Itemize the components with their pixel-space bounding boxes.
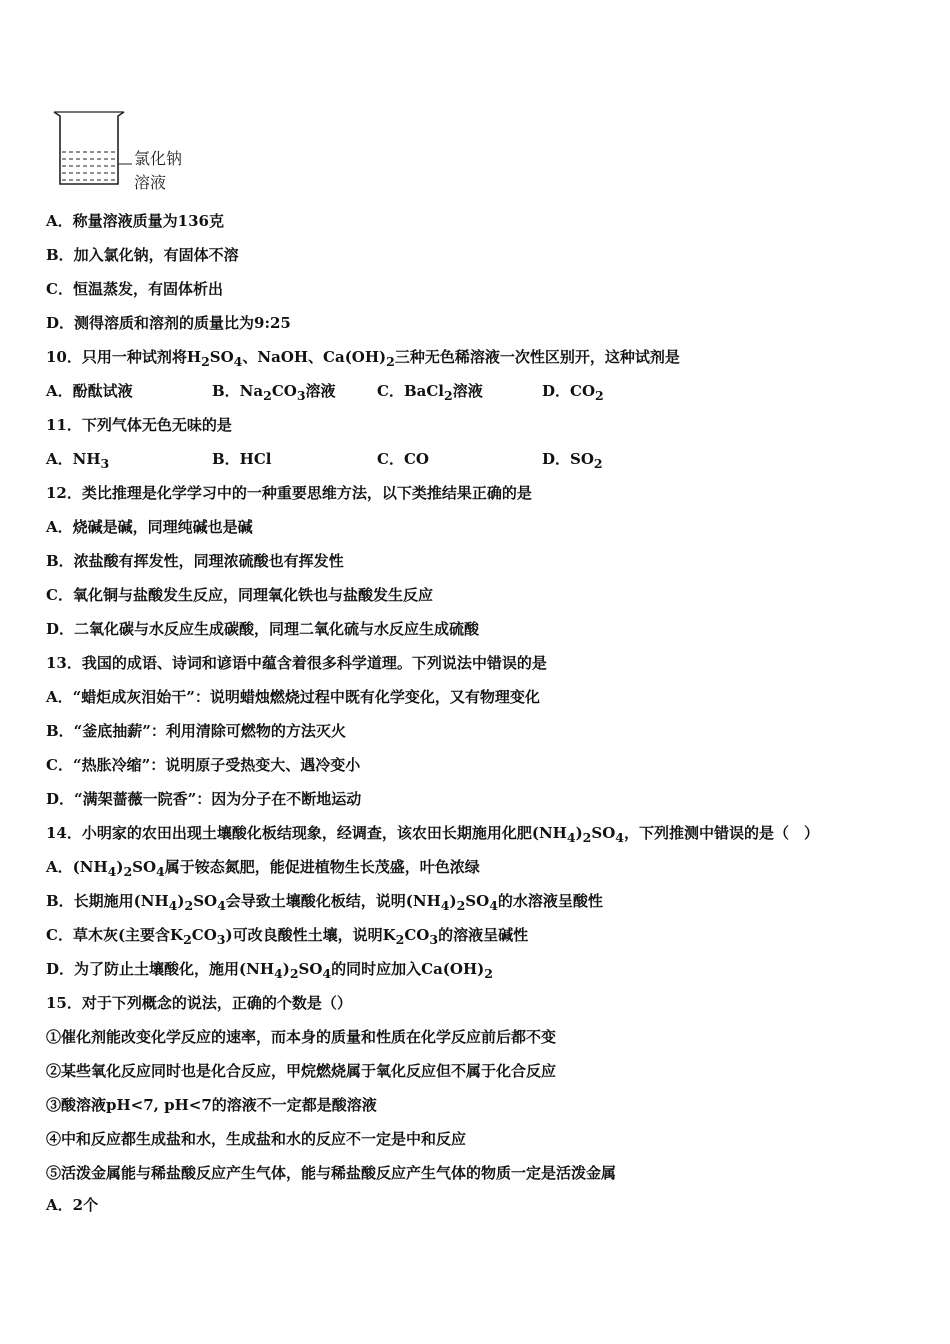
q14-stem: 14．小明家的农田出现土壤酸化板结现象，经调查，该农田长期施用化肥$(NH_4)_2SO_4$，下列推测中错误的是（ ） <box>46 824 819 845</box>
q15-option-a: A．2个 <box>46 1196 99 1214</box>
q11-option-b: B．HCl <box>212 450 272 468</box>
q10-option-b: B．$Na_2CO_3$溶液 <box>212 382 336 403</box>
beaker-label-line2: 溶液 <box>134 173 167 192</box>
q14-option-c: C．草木灰(主要含$K_2CO_3$)可改良酸性土壤，说明$K_2CO_3$的溶液呈碱性 <box>46 926 529 947</box>
q14-option-a: A．$(NH_4)_2SO_4$属于铵态氮肥，能促进植物生长茂盛，叶色浓绿 <box>46 858 480 879</box>
q10-option-c: C．BaCl$_2$溶液 <box>377 382 483 403</box>
q9-option-b: B．加入氯化钠，有固体不溶 <box>46 246 239 264</box>
beaker-label-line1: 氯化钠 <box>134 149 183 168</box>
q11-option-a: A．$NH_3$ <box>46 450 110 471</box>
q11-option-d: D．$SO_2$ <box>542 450 603 471</box>
q11-option-c: C．CO <box>377 450 429 468</box>
q15-stem: 15．对于下列概念的说法，正确的个数是（） <box>46 994 352 1012</box>
q10-stem: 10．只用一种试剂将$H_2SO_4$、NaOH、$Ca(OH)_2$三种无色稀溶液一次性区别开，这种试剂是 <box>46 348 680 369</box>
q15-item-4: ④中和反应都生成盐和水，生成盐和水的反应不一定是中和反应 <box>46 1130 467 1148</box>
q13-option-d: D．“满架蔷薇一院香”：因为分子在不断地运动 <box>46 790 362 808</box>
q13-stem: 13．我国的成语、诗词和谚语中蕴含着很多科学道理。下列说法中错误的是 <box>46 654 547 672</box>
q15-item-1: ①催化剂能改变化学反应的速率，而本身的质量和性质在化学反应前后都不变 <box>46 1028 557 1046</box>
q10-option-d: D．$CO_2$ <box>542 382 604 403</box>
q15-item-2: ②某些氧化反应同时也是化合反应，甲烷燃烧属于氧化反应但不属于化合反应 <box>46 1062 557 1080</box>
q15-item-3: ③酸溶液pH<7, pH<7的溶液不一定都是酸溶液 <box>46 1096 377 1114</box>
q12-option-c: C．氧化铜与盐酸发生反应，同理氧化铁也与盐酸发生反应 <box>46 586 433 604</box>
q12-option-b: B．浓盐酸有挥发性，同理浓硫酸也有挥发性 <box>46 552 344 570</box>
beaker-figure <box>52 106 202 198</box>
q13-option-a: A．“蜡炬成灰泪始干”：说明蜡烛燃烧过程中既有化学变化，又有物理变化 <box>46 688 540 706</box>
q11-stem: 11．下列气体无色无味的是 <box>46 416 232 434</box>
beaker-icon <box>52 106 132 198</box>
q10-option-a: A．酚酞试液 <box>46 382 133 400</box>
q12-option-a: A．烧碱是碱，同理纯碱也是碱 <box>46 518 253 536</box>
q9-option-a: A．称量溶液质量为136克 <box>46 212 224 230</box>
q12-option-d: D．二氧化碳与水反应生成碳酸，同理二氧化硫与水反应生成硫酸 <box>46 620 480 638</box>
q9-option-d: D．测得溶质和溶剂的质量比为9:25 <box>46 314 291 332</box>
q13-option-c: C．“热胀冷缩”：说明原子受热变大、遇冷变小 <box>46 756 361 774</box>
q12-stem: 12．类比推理是化学学习中的一种重要思维方法，以下类推结果正确的是 <box>46 484 532 502</box>
q14-option-b: B．长期施用$(NH_4)_2SO_4$会导致土壤酸化板结，说明$(NH_4)_2SO_4$的水溶液呈酸性 <box>46 892 603 913</box>
q9-option-c: C．恒温蒸发，有固体析出 <box>46 280 223 298</box>
q13-option-b: B．“釜底抽薪”：利用清除可燃物的方法灭火 <box>46 722 346 740</box>
q15-item-5: ⑤活泼金属能与稀盐酸反应产生气体，能与稀盐酸反应产生气体的物质一定是活泼金属 <box>46 1164 617 1182</box>
q14-option-d: D．为了防止土壤酸化，施用$(NH_4)_2SO_4$的同时应加入$Ca(OH)_2$ <box>46 960 493 981</box>
